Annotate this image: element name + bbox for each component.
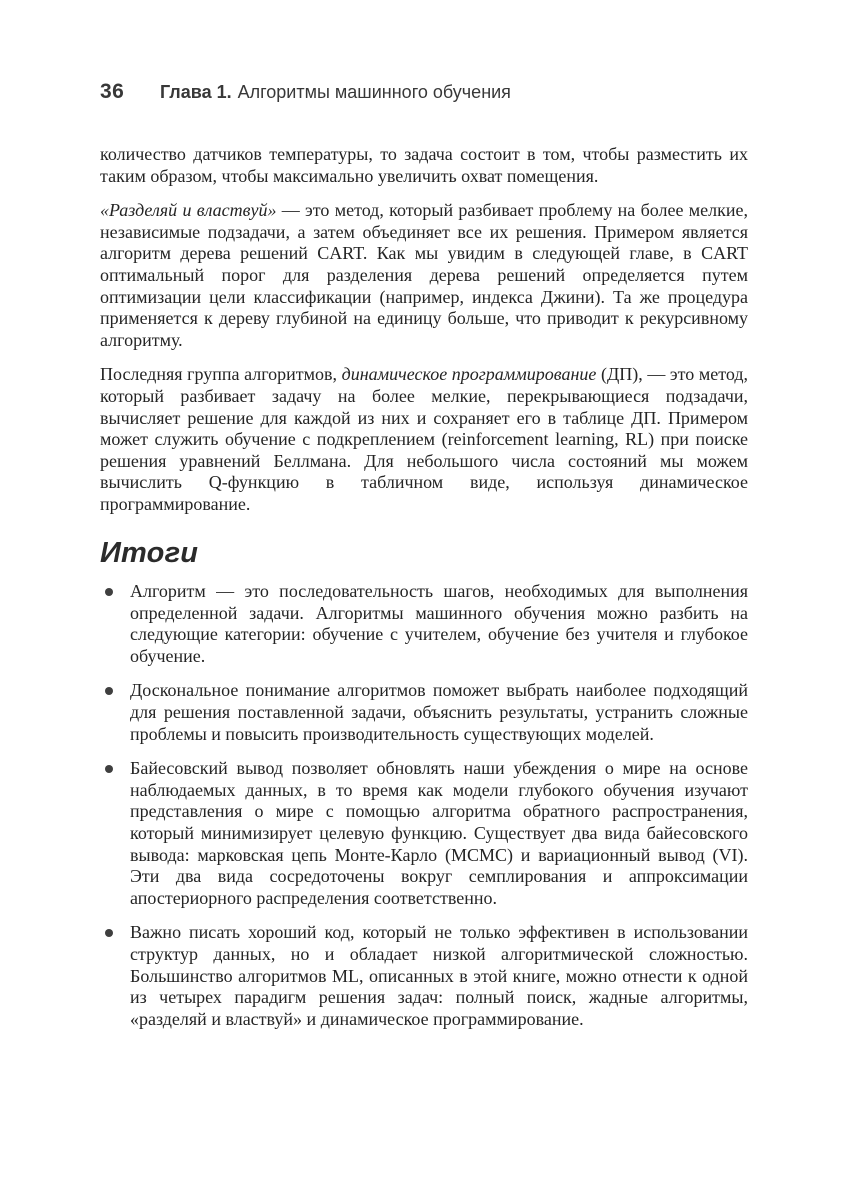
list-item <box>100 922 748 1030</box>
list-item <box>100 758 748 909</box>
paragraph-dynamic-programming <box>100 364 748 515</box>
list-item-text: Доскональное понимание алгоритмов поможет выбрать наиболее подходящий для решения поставленной задачи, объяснить результаты, устранить сложные проблемы и повысить производительность существующих моделей. <box>130 680 748 744</box>
bullet-icon <box>105 929 113 937</box>
chapter-label: Глава 1. <box>160 82 232 102</box>
summary-heading: Итоги <box>100 536 199 569</box>
list-item <box>100 680 748 745</box>
paragraph-sensors-text: количество датчиков температуры, то задача состоит в том, чтобы разместить их таким образом, чтобы максимально увеличить охват помещения. <box>100 144 748 186</box>
paragraph-dp-lead: Последняя группа алгоритмов, <box>100 364 342 385</box>
running-head <box>100 80 748 104</box>
paragraph-divide-and-conquer <box>100 200 748 351</box>
divide-and-conquer-term: «Разделяй и властвуй» <box>100 200 277 221</box>
paragraph-sensors <box>100 144 748 187</box>
bullet-icon <box>105 765 113 773</box>
page-number: 36 <box>100 80 125 103</box>
chapter-title: Алгоритмы машинного обучения <box>237 82 511 102</box>
list-item-text: Важно писать хороший код, который не только эффективен в использовании структур данных, но и обладает низкой алгоритмической сложностью. Большинство алгоритмов ML, описанных в этой книге, можно отнести к одной из четырех парадигм решения задач: полный поиск, жадные алгоритмы, «разделяй и властвуй» и динамическое программирование. <box>130 922 748 1029</box>
paragraph-dp-text: (ДП), — это метод, который разбивает задачу на более мелкие, перекрывающиеся подзадачи, вычисляет решение для каждой из них и сохраняет его в таблице ДП. Примером может служить обучение с подкреплением (reinforcement learning, RL) при поиске решения уравнений Беллмана. Для небольшого числа состояний мы можем вычислить Q-функцию в табличном виде, используя динамическое программирование. <box>100 364 748 514</box>
list-item-text: Байесовский вывод позволяет обновлять наши убеждения о мире на основе наблюдаемых данных, в то время как модели глубокого обучения изучают представления о мире с помощью алгоритма обратного распространения, который минимизирует целевую функцию. Существует два вида байесовского вывода: марковская цепь Монте-Карло (MCMC) и вариационный вывод (VI). Эти два вида сосредоточены вокруг семплирования и аппроксимации апостериорного распределения соответственно. <box>130 758 748 908</box>
list-item-text: Алгоритм — это последовательность шагов, необходимых для выполнения определенной задачи. Алгоритмы машинного обучения можно разбить на следующие категории: обучение с учителем, обучение без учителя и глубокое обучение. <box>130 581 748 666</box>
summary-list <box>100 581 748 1030</box>
list-item <box>100 581 748 667</box>
bullet-icon <box>105 687 113 695</box>
paragraph-divide-and-conquer-text: — это метод, который разбивает проблему на более мелкие, независимые подзадачи, а затем объединяет все их решения. Примером является алгоритм дерева решений CART. Как мы увидим в следующей главе, в CART оптимальный порог для разделения дерева решений определяется путем оптимизации цели классификации (например, индекса Джини). Та же процедура применяется к дереву глубиной на единицу больше, что приводит к рекурсивному алгоритму. <box>100 200 749 350</box>
body-text <box>100 144 748 1030</box>
dynamic-programming-term: динамическое программирование <box>341 364 597 385</box>
bullet-icon <box>105 588 113 596</box>
